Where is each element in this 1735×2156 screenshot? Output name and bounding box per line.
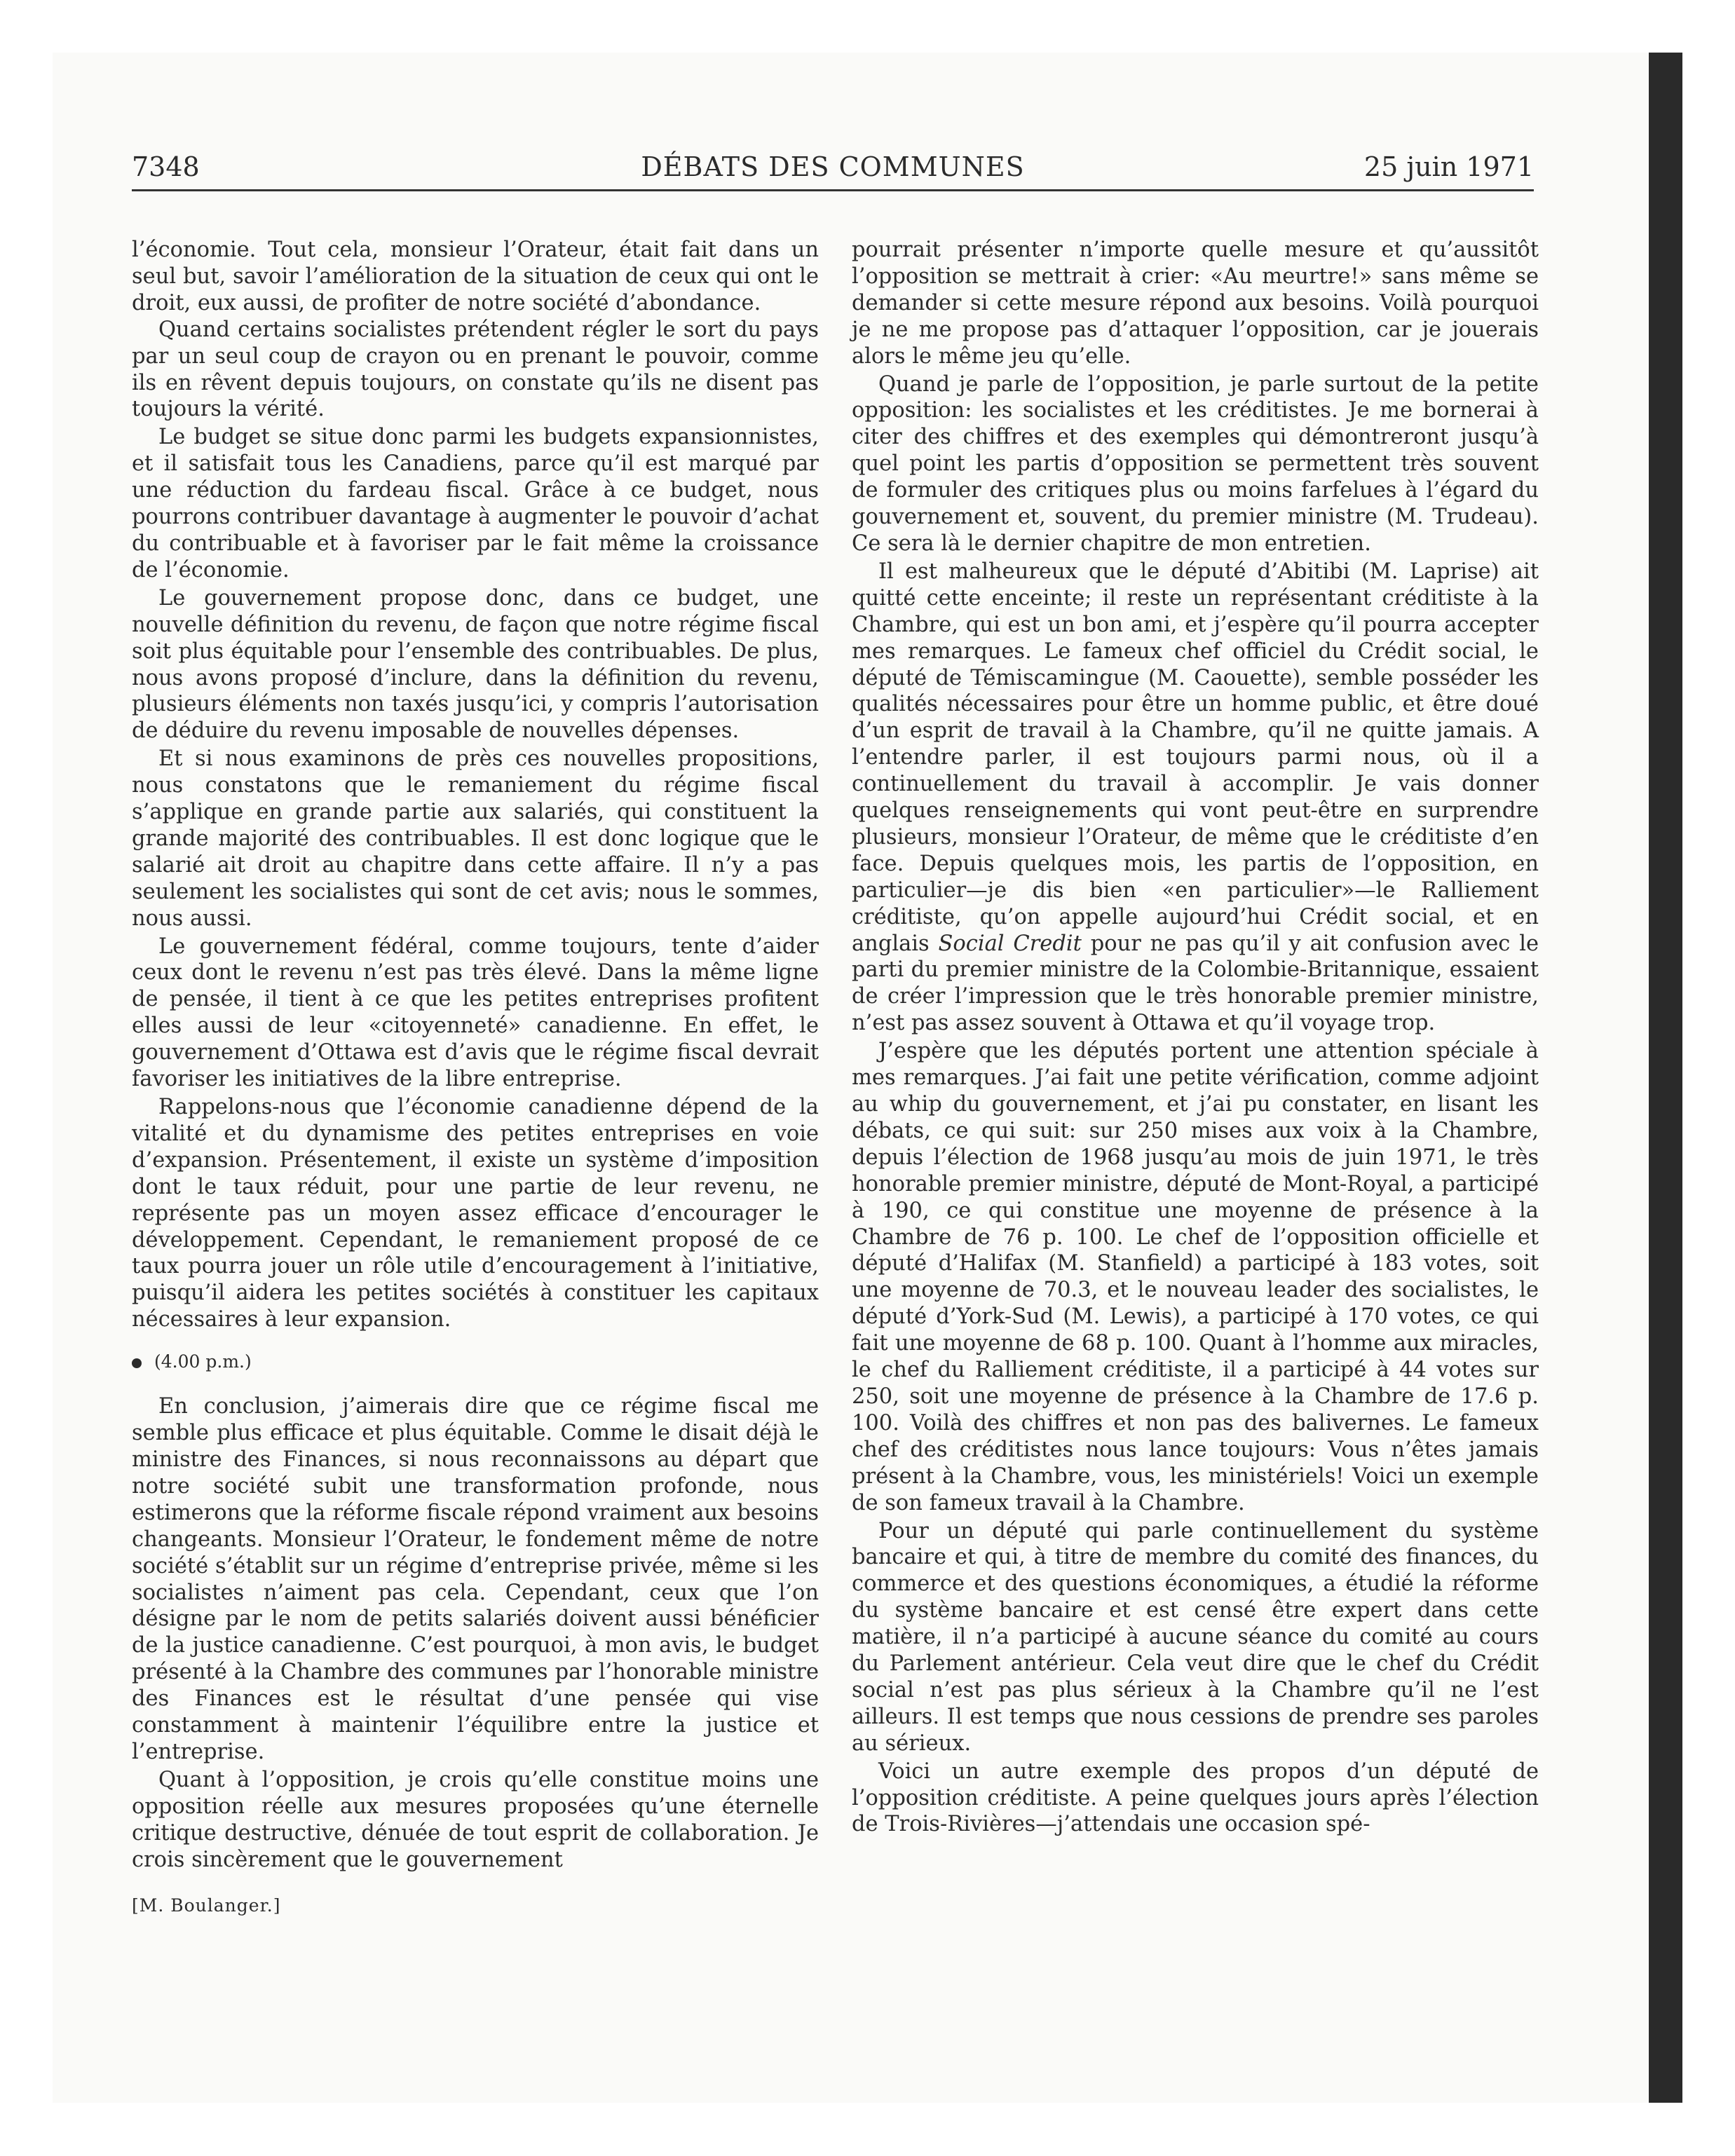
paragraph-text-continued: pour ne pas qu’il y ait confusion avec le parti du premier ministre de la Colombie-Britannique, essaient de créer l’impression que le très honorable premier ministre, n’est pas assez souvent à Ottawa et qu’il voyage trop. — [852, 931, 1539, 1036]
time-marker-text: (4.00 p.m.) — [154, 1351, 252, 1372]
paragraph: Voici un autre exemple des propos d’un député de l’opposition créditiste. A peine quelques jours après l’élection de Trois-Rivières—j’attendais une occasion spé- — [852, 1759, 1539, 1837]
page-date: 25 juin 1971 — [1363, 151, 1534, 182]
paragraph-text: Il est malheureux que le député d’Abitibi (M. Laprise) ait quitté cette enceinte; il reste un représentant créditiste à la Chambre, qui est un bon ami, et j’espère qu’il pourra accepter mes remarques. Le fameux chef officiel du Crédit social, le député de Témiscamingue (M. Caouette), semble posséder les qualités nécessaires pour être un homme public, et être doué d’un esprit de travail à la Chambre, qu’il ne quitte jamais. A l’entendre parler, il est toujours parmi nous, où il a continuellement du travail à accomplir. Je vais donner quelques renseignements qui vont peut-être en surprendre plusieurs, monsieur l’Orateur, de même que le créditiste d’en face. Depuis quelques mois, les partis de l’opposition, en particulier—je dis bien «en particulier»—le Ralliement créditiste, qu’on appelle aujourd’hui Crédit social, et en anglais — [852, 559, 1539, 956]
speaker-attribution: [M. Boulanger.] — [132, 1895, 281, 1916]
page-header — [132, 147, 1534, 191]
paragraph: pourrait présenter n’importe quelle mesure et qu’aussitôt l’opposition se mettrait à crier: «Au meurtre!» sans même se demander si cette mesure répond aux besoins. Voilà pourquoi je ne me propose pas d’attaquer l’opposition, car je jouerais alors le même jeu qu’elle. — [852, 238, 1539, 369]
paragraph: Le gouvernement propose donc, dans ce budget, une nouvelle définition du revenu, de façon que notre régime fiscal soit plus équitable pour l’ensemble des contribuables. De plus, nous avons proposé d’inclure, dans la définition du revenu, plusieurs éléments non taxés jusqu’ici, y compris l’autorisation de déduire du revenu imposable de nouvelles dépenses. — [132, 585, 819, 744]
page-number: 7348 — [132, 151, 200, 182]
paragraph: Le budget se situe donc parmi les budgets expansionnistes, et il satisfait tous les Canadiens, parce qu’il est marqué par une réduction du fardeau fiscal. Grâce à ce budget, nous pourrons contribuer davantage à augmenter le pouvoir d’achat du contribuable et à favoriser par le fait même la croissance de l’économie. — [132, 425, 819, 582]
paragraph: Et si nous examinons de près ces nouvelles propositions, nous constatons que le remaniement du régime fiscal s’applique en grande partie aux salariés, qui constituent la grande majorité des contribuables. Il est donc logique que le salarié ait droit au chapitre dans cette affaire. Il n’y a pas seulement les socialistes qui sont de cet avis; nous le sommes, nous aussi. — [132, 746, 819, 931]
italic-phrase: Social Credit — [938, 931, 1082, 956]
paragraph: Rappelons-nous que l’économie canadienne dépend de la vitalité et du dynamisme des petites entreprises en voie d’expansion. Présentement, il existe un système d’imposition dont le taux réduit, pour une partie de leur revenu, ne représente pas un moyen assez efficace d’encourager le développement. Cependant, le remaniement proposé de ce taux pourra jouer un rôle utile d’encouragement à l’initiative, puisqu’il aidera les petites sociétés à constituer les capitaux nécessaires à leur expansion. — [132, 1095, 819, 1332]
right-column — [852, 237, 1539, 1838]
time-marker — [132, 1351, 819, 1372]
paragraph: l’économie. Tout cela, monsieur l’Orateur, était fait dans un seul but, savoir l’amélioration de la situation de ceux qui ont le droit, eux aussi, de profiter de notre société d’abondance. — [132, 238, 819, 315]
paragraph — [852, 559, 1539, 1037]
paragraph: Quant à l’opposition, je crois qu’elle constitue moins une opposition réelle aux mesures proposées qu’une éternelle critique destructive, dénuée de tout esprit de collaboration. Je crois sincèrement que le gouvernement — [132, 1767, 819, 1872]
paragraph: Pour un député qui parle continuellement du système bancaire et qui, à titre de membre du comité des finances, du commerce et des questions économiques, a étudié la réforme du système bancaire et est censé être expert dans cette matière, il n’a participé à aucune séance du comité au cours du Parlement antérieur. Cela veut dire que le chef du Crédit social n’est pas plus sérieux à la Chambre qu’il ne l’est ailleurs. Il est temps que nous cessions de prendre ses paroles au sérieux. — [852, 1518, 1539, 1756]
paragraph: Quand je parle de l’opposition, je parle surtout de la petite opposition: les socialistes et les créditistes. Je me bornerai à citer des chiffres et des exemples qui démontreront jusqu’à quel point les partis d’opposition se permettent très souvent de formuler des critiques plus ou moins farfelues à l’égard du gouvernement et, souvent, du premier ministre (M. Trudeau). Ce sera là le dernier chapitre de mon entretien. — [852, 371, 1539, 556]
scan-edge-band — [1649, 53, 1682, 2103]
bullet-icon — [132, 1358, 142, 1368]
paragraph: Quand certains socialistes prétendent régler le sort du pays par un seul coup de crayon ou en prenant le pouvoir, comme ils en rêvent depuis toujours, on constate qu’ils ne disent pas toujours la vérité. — [132, 317, 819, 422]
paragraph: J’espère que les députés portent une attention spéciale à mes remarques. J’ai fait une petite vérification, comme adjoint au whip du gouvernement, et j’ai pu constater, en lisant les débats, ce qui suit: sur 250 mises aux voix à la Chambre, depuis l’élection de 1968 jusqu’au mois de juin 1971, le très honorable premier ministre, député de Mont-Royal, a participé à 190, ce qui constitue une moyenne de présence à la Chambre de 76 p. 100. Le chef de l’opposition officielle et député d’Halifax (M. Stanfield) a participé à 183 votes, soit une moyenne de 70.3, et le nouveau leader des socialistes, le député d’York-Sud (M. Lewis), a participé à 170 votes, ce qui fait une moyenne de 68 p. 100. Quant à l’homme aux miracles, le chef du Ralliement créditiste, il a participé à 44 votes sur 250, soit une moyenne de présence à la Chambre de 17.6 p. 100. Voilà des chiffres et non pas des balivernes. Le fameux chef des créditistes nous lance toujours: Vous n’êtes jamais présent à la Chambre, vous, les ministériels! Voici un exemple de son fameux travail à la Chambre. — [852, 1039, 1539, 1515]
paragraph: En conclusion, j’aimerais dire que ce régime fiscal me semble plus efficace et plus équitable. Comme le disait déjà le ministre des Finances, si nous reconnaissons au départ que notre société subit une transformation profonde, nous estimerons que la réforme fiscale répond vraiment aux besoins changeants. Monsieur l’Orateur, le fondement même de notre société s’établit sur un régime d’entreprise privée, même si les socialistes n’aiment pas cela. Cependant, ceux que l’on désigne par le nom de petits salariés doivent aussi bénéficier de la justice canadienne. C’est pourquoi, à mon avis, le budget présenté à la Chambre des communes par l’honorable ministre des Finances est le résultat d’une pensée qui vise constamment à maintenir l’équilibre entre la justice et l’entreprise. — [132, 1394, 819, 1764]
journal-title: DÉBATS DES COMMUNES — [641, 151, 1025, 182]
paragraph: Le gouvernement fédéral, comme toujours, tente d’aider ceux dont le revenu n’est pas très élevé. Dans la même ligne de pensée, il tient à ce que les petites entreprises profitent elles aussi de leur «citoyenneté» canadienne. En effet, le gouvernement d’Ottawa est d’avis que le régime fiscal devrait favoriser les initiatives de la libre entreprise. — [132, 934, 819, 1092]
left-column — [132, 237, 819, 1919]
